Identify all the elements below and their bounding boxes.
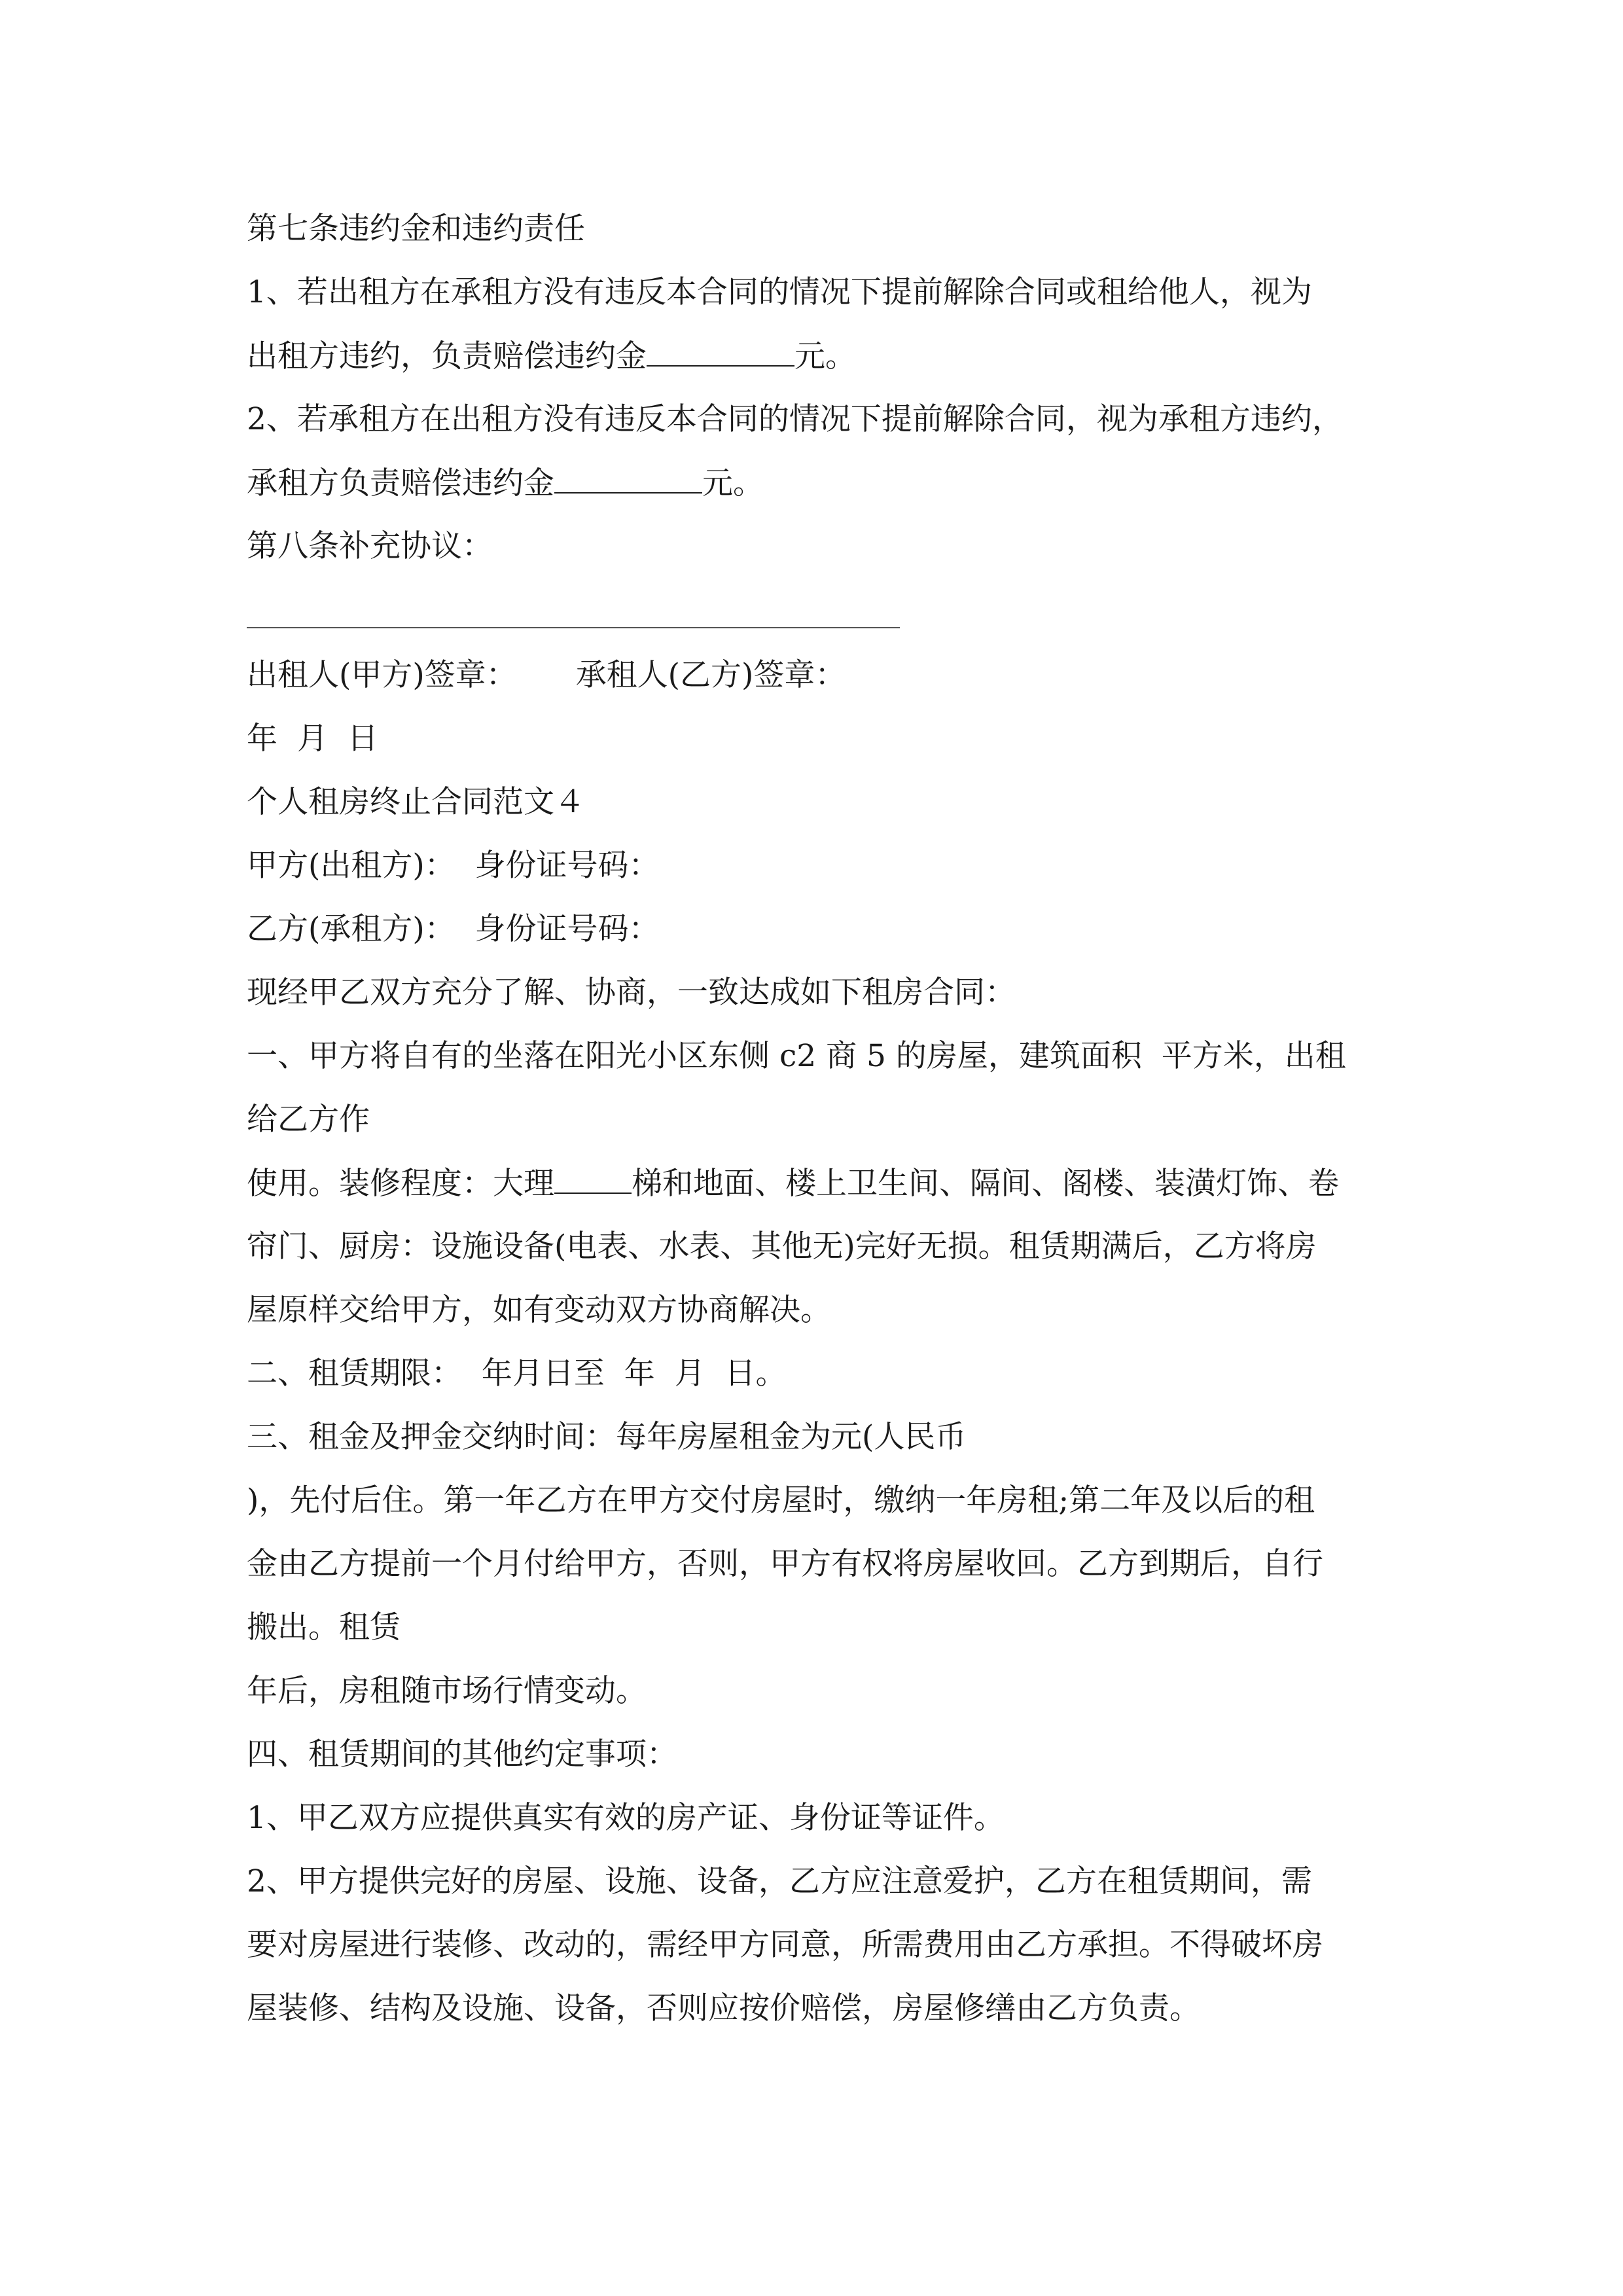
clause-7-2-line-1: 2、若承租方在出租方没有违反本合同的情况下提前解除合同，视为承租方违约， bbox=[247, 401, 1343, 437]
clause-7-1-unit: 元。 bbox=[794, 338, 856, 374]
penalty-amount-blank-1 bbox=[647, 336, 794, 367]
section-1-line-5: 屋原样交给甲方，如有变动双方协商解决。 bbox=[247, 1292, 831, 1328]
preamble: 现经甲乙双方充分了解、协商，一致达成如下租房合同： bbox=[247, 975, 1016, 1011]
section-4-heading: 四、租赁期间的其他约定事项： bbox=[247, 1736, 677, 1772]
section-3-line-1: 三、租金及押金交纳时间：每年房屋租金为元(人民币 bbox=[247, 1419, 967, 1455]
signature-line bbox=[247, 656, 1399, 695]
section-3-line-3: 金由乙方提前一个月付给甲方，否则，甲方有权将房屋收回。乙方到期后，自行 bbox=[247, 1546, 1323, 1582]
clause-7-2-unit: 元。 bbox=[702, 465, 764, 501]
section-2-lease-term: 二、租赁期限： 年月日至 年 月 日。 bbox=[247, 1355, 787, 1391]
section-3-line-4: 搬出。租赁 bbox=[247, 1609, 401, 1645]
party-a-line: 甲方(出租方)： 身份证号码： bbox=[247, 848, 660, 884]
section-1-line-4: 帘门、厨房：设施设备(电表、水表、其他无)完好无损。租赁期满后，乙方将房 bbox=[247, 1229, 1317, 1265]
clause-7-2-line-2 bbox=[247, 463, 1399, 503]
party-b-line: 乙方(承租方)： 身份证号码： bbox=[247, 911, 660, 947]
lessor-signature-label: 出租人(甲方)签章： bbox=[247, 657, 517, 693]
clause-7-2-text: 承租方负责赔偿违约金 bbox=[247, 465, 554, 501]
penalty-amount-blank-2 bbox=[554, 463, 702, 493]
clause-7-1-text: 出租方违约，负责赔偿违约金 bbox=[247, 338, 647, 374]
decoration-text-end: 梯和地面、楼上卫生间、隔间、阁楼、装潢灯饰、卷 bbox=[632, 1166, 1339, 1202]
article-7-heading: 第七条违约金和违约责任 bbox=[247, 211, 585, 247]
section-4-item-2-line-3: 屋装修、结构及设施、设备，否则应按价赔偿，房屋修缮由乙方负责。 bbox=[247, 1990, 1200, 2026]
decoration-blank bbox=[554, 1164, 632, 1194]
section-1-line-1: 一、甲方将自有的坐落在阳光小区东侧 c2 商 5 的房屋，建筑面积 平方米，出租 bbox=[247, 1038, 1346, 1074]
clause-7-1-line-1: 1、若出租方在承租方没有违反本合同的情况下提前解除合同或租给他人，视为 bbox=[247, 274, 1312, 310]
section-4-item-1: 1、甲乙双方应提供真实有效的房产证、身份证等证件。 bbox=[247, 1800, 1005, 1836]
date-line: 年 月 日 bbox=[247, 721, 378, 757]
section-3-line-5: 年后，房租随市场行情变动。 bbox=[247, 1673, 647, 1709]
contract-title: 个人租房终止合同范文４ bbox=[247, 784, 585, 820]
clause-7-1-line-2 bbox=[247, 336, 1399, 376]
section-4-item-2-line-2: 要对房屋进行装修、改动的，需经甲方同意，所需费用由乙方承担。不得破坏房 bbox=[247, 1927, 1323, 1963]
section-3-line-2: )，先付后住。第一年乙方在甲方交付房屋时，缴纳一年房租;第二年及以后的租 bbox=[247, 1482, 1315, 1518]
supplementary-agreement-rule bbox=[247, 627, 900, 628]
article-8-heading: 第八条补充协议： bbox=[247, 528, 493, 564]
lessee-signature-label: 承租人(乙方)签章： bbox=[575, 657, 846, 693]
decoration-text-start: 使用。装修程度：大理 bbox=[247, 1166, 554, 1202]
section-1-line-2: 给乙方作 bbox=[247, 1102, 370, 1138]
section-4-item-2-line-1: 2、甲方提供完好的房屋、设施、设备，乙方应注意爱护，乙方在租赁期间，需 bbox=[247, 1863, 1312, 1899]
section-1-line-3 bbox=[247, 1164, 1399, 1204]
